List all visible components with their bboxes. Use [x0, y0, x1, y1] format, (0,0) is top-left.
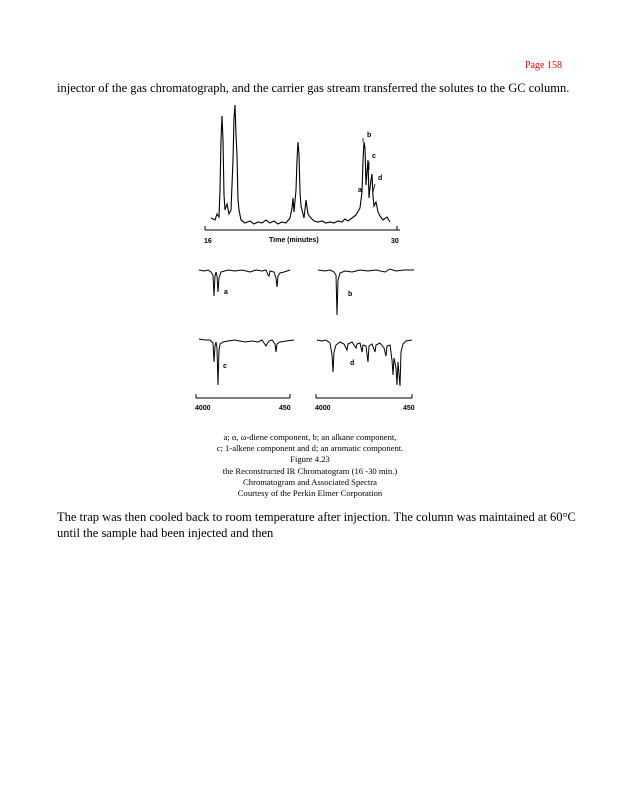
spectrum-a-trace [199, 270, 290, 296]
time-axis-start-label: 16 [204, 238, 212, 245]
time-axis-title: Time (minutes) [269, 237, 319, 244]
paragraph-top: injector of the gas chromatograph, and the carrier gas stream transferred the solutes to the GC column. [57, 81, 570, 95]
chromatogram-trace [211, 105, 390, 224]
caption-title: the Reconstructed IR Chromatogram (16 -30 min.) [222, 465, 398, 476]
page-number: Page 158 [525, 60, 562, 71]
spectrum-label-d: d [350, 360, 355, 367]
caption-figure-number: Figure 4.23 [290, 454, 330, 465]
spectra-right-axis-start-label: 4000 [315, 405, 331, 412]
peak-label-d: d [378, 175, 383, 182]
time-axis-end-label: 30 [391, 238, 399, 245]
spectrum-label-a: a [224, 289, 228, 296]
caption-credit: Courtesy of the Perkin Elmer Corporation [237, 488, 383, 499]
spectrum-label-c: c [223, 363, 227, 370]
figure-drawing [190, 100, 430, 420]
spectrum-b-trace [318, 269, 414, 315]
figure-caption [180, 432, 440, 499]
spectrum-c-trace [199, 339, 294, 385]
paragraph-bottom: The trap was then cooled back to room temperature after injection. The column was maintained at 60°C until the sample had been injected and then [57, 510, 576, 540]
caption-line-1: a; α, ω-diene component, b; an alkane component, [223, 432, 397, 442]
peak-label-c: c [372, 153, 376, 160]
spectrum-d-trace [317, 340, 412, 386]
caption-line-5: Chromatogram and Associated Spectra [243, 476, 377, 487]
figure-4-23 [190, 100, 430, 420]
peak-label-b: b [367, 132, 372, 139]
caption-line-2: c; 1-alkene component and d; an aromatic component. [216, 443, 404, 454]
peak-label-a: a [358, 187, 362, 194]
spectrum-label-b: b [348, 291, 353, 298]
spectra-right-axis-end-label: 450 [403, 405, 415, 412]
spectra-left-axis-end-label: 450 [279, 405, 291, 412]
spectra-left-axis-start-label: 4000 [195, 405, 211, 412]
